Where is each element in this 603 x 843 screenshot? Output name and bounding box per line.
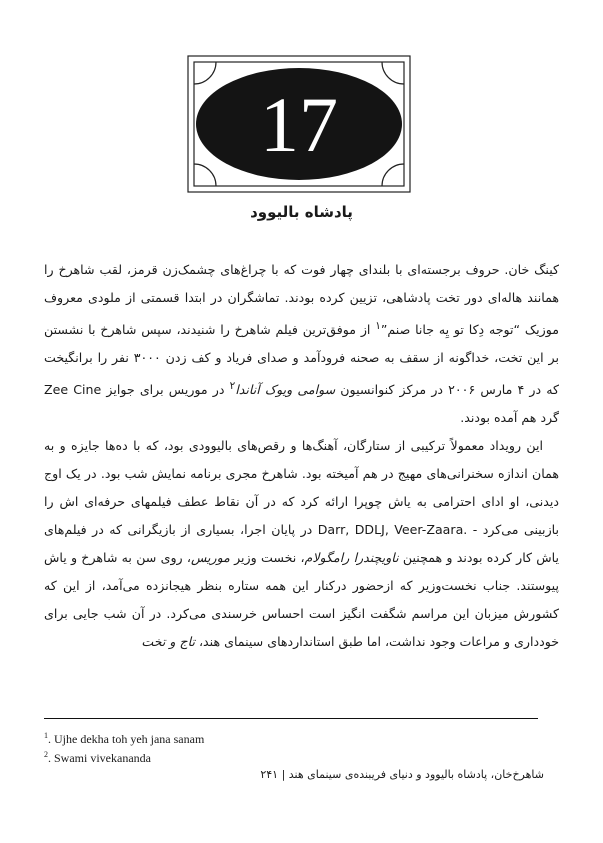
country-name: موریس — [190, 550, 230, 566]
throne-phrase: تاج و تخت — [141, 634, 195, 650]
song-title-quote: “توجه دِکا تو یِه جانا صنم” — [380, 322, 521, 338]
page-number: ۲۴۱ — [260, 768, 279, 781]
chapter-title: پادشاه بالیوود — [250, 203, 353, 221]
film-list: Darr, DDLJ, Veer-Zaara. — [317, 522, 468, 538]
footnote-2: $^2$. Swami vivekananda — [44, 750, 151, 765]
footnote-ref-2: ۲ — [229, 380, 236, 393]
venue-name: سوامی ویوک آناندا — [235, 382, 336, 398]
footnote-divider — [44, 718, 538, 719]
paragraph-1: کینگ خان. حروف برجسته‌ای با بلندای چهار فوت که با چراغ‌های چشمک‌زن قرمز، لقب شاهرخ را همانند هاله‌ای دور تخت پادشاهی، تزیین کرده بودند. تماشگران در ابتدا قسمتی از ملودی معروف موزیک “توجه دِکا تو یِه جانا صنم”$^۱$ از موفق‌ترین فیلم شاهرخ را شنیدند، سپس شاهرخ با نشستن بر این تخت، خداگونه از سقف به صحنه فرودآمد و صدای فریاد و کف زدن ۳۰۰۰ نفر را برانگیخت که در ۴ مارس ۲۰۰۶ در مرکز کنوانسیون سوامی ویوک آناندا$^۲$ در موریس برای جوایز Zee Cine گرد هم آمده بودند. — [44, 262, 560, 426]
award-name: Zee Cine — [44, 382, 102, 398]
footer-book-title: شاهرخ‌خان، پادشاه بالیوود و دنیای فریبنده‌ی سینمای هند — [288, 768, 544, 781]
prime-minister-name: ناویچندرا رامگولام — [304, 550, 399, 566]
body-text — [44, 256, 559, 656]
footnote-1: $^1$. Ujhe dekha toh yeh jana sanam — [44, 731, 205, 746]
chapter-number-emblem — [186, 54, 412, 194]
paragraph-2: این رویداد معمولاً ترکیبی از ستارگان، آهنگ‌ها و رقص‌های بالیوودی بود، که با ده‌ها جایزه و به همان اندازه سخنرانی‌های مهیج در هم آمیخته بود. شاهرخ مجری برنامه نمایش شب بود. در یک اوج دیدنی، او ادای احترامی به یاش چوپرا ارائه کرد که در آن نقاط عطف فیلمهای حرفه‌ای اش را بازبینی می‌کرد - Darr, DDLJ, Veer-Zaara. در پایان اجرا، بسیاری از بازیگرانی که در فیلم‌های یاش کار کرده بودند و همچنین ناویچندرا رامگولام، نخست وزیر موریس، روی سن به شاهرخ و یاش پیوستند. جناب نخست‌وزیر که ازحضور درکنار این همه ستاره بنظر هیجانزده می‌آمد، از این که کشورش میزبان این مراسم شگفت انگیز است احساس خرسندی می‌کرد. در آن شب جایی برای خودداری و مراعات وجود نداشت، اما طبق استانداردهای سینمای هند، تاج و تخت — [44, 438, 560, 650]
chapter-number: 17 — [260, 81, 338, 168]
footnotes — [44, 728, 544, 766]
footer-separator: | — [281, 768, 286, 781]
footnote-ref-1: ۱ — [375, 320, 381, 332]
running-footer — [44, 768, 544, 781]
